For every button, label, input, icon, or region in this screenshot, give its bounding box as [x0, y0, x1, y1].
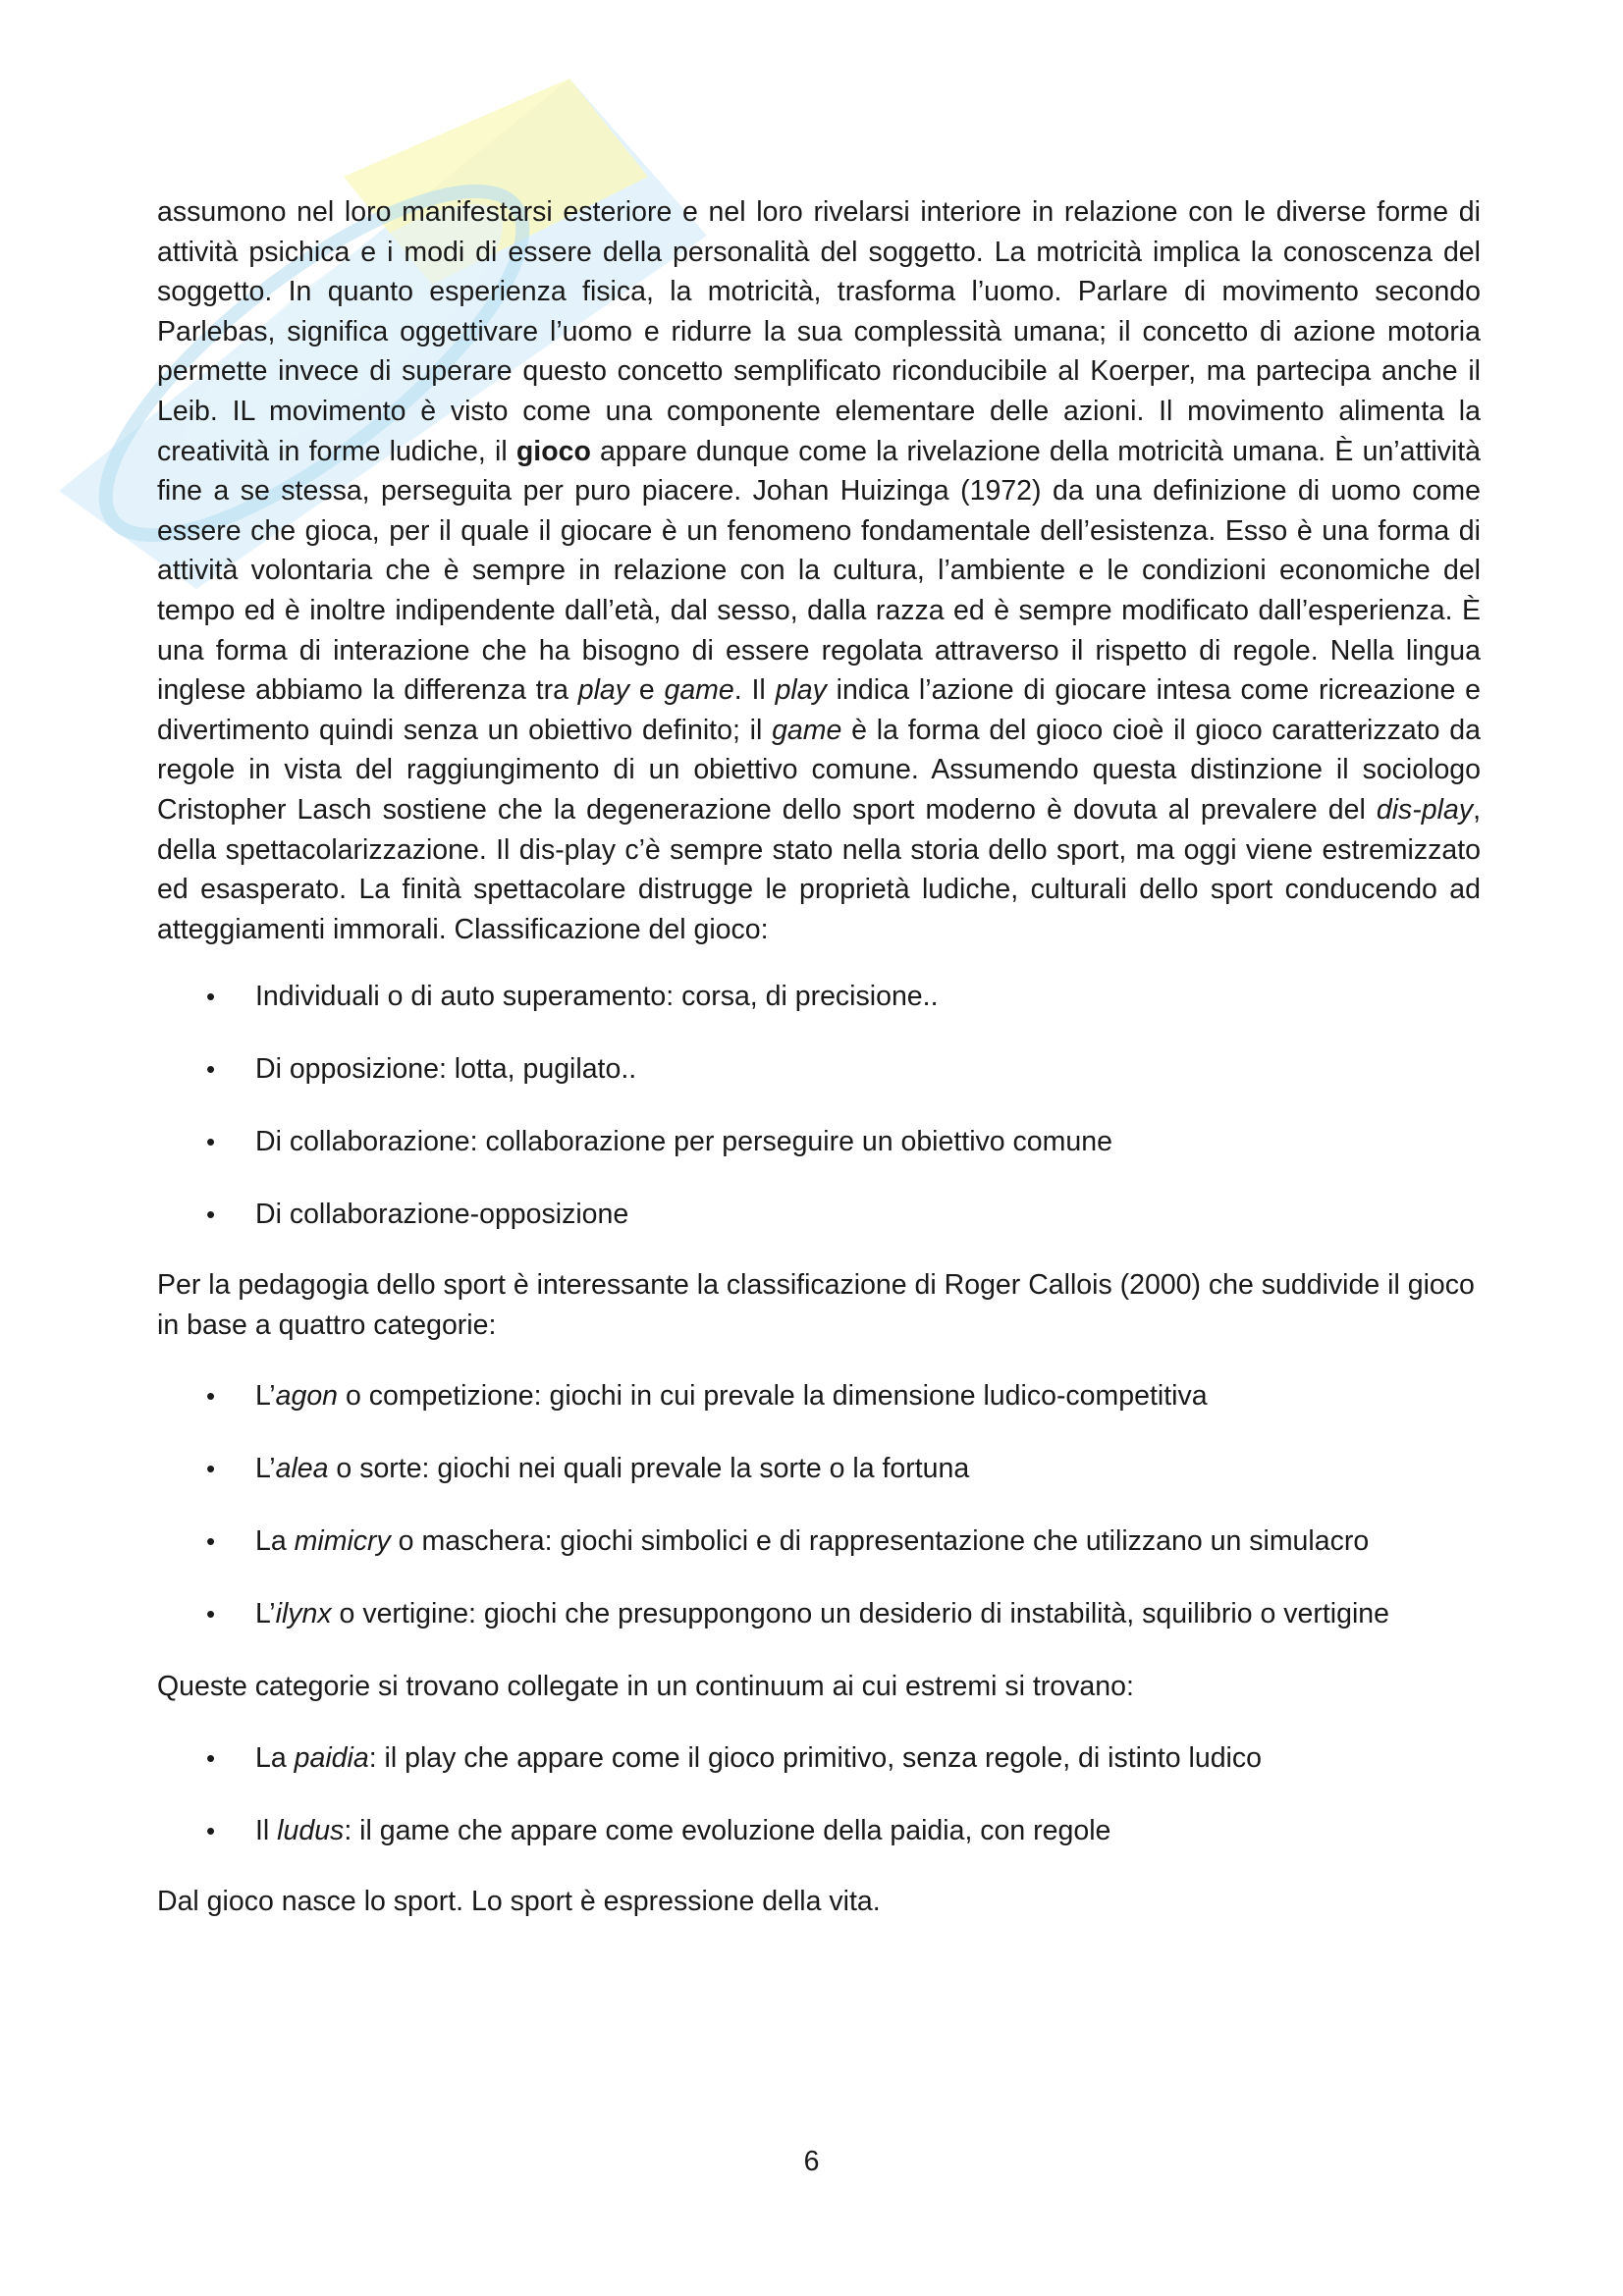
list-item: • Il ludus: il game che appare come evoluzione della paidia, con regole: [157, 1811, 1481, 1850]
continuum-list: [157, 1738, 1481, 1850]
main-paragraph: assumono nel loro manifestarsi esteriore e nel loro rivelarsi interiore in relazione con le diverse forme di attività psichica e i modi di essere della personalità del soggetto. La motricità implica la conoscenza del soggetto. In quanto esperienza fisica, la motricità, trasforma l’uomo. Parlare di movimento secondo Parlebas, significa oggettivare l’uomo e ridurre la sua complessità umana; il concetto di azione motoria permette invece di superare questo concetto semplificato riconducibile al Koerper, ma partecipa anche il Leib. IL movimento è visto come una componente elementare delle azioni. Il movimento alimenta la creatività in forme ludiche, il gioco appare dunque come la rivelazione della motricità umana. È un’attività fine a se stessa, perseguita per puro piacere. Johan Huizinga (1972) da una definizione di uomo come essere che gioca, per il quale il giocare è un fenomeno fondamentale dell’esistenza. Esso è una forma di attività volontaria che è sempre in relazione con la cultura, l’ambiente e le condizioni economiche del tempo ed è inoltre indipendente dall’età, dal sesso, dalla razza ed è sempre modificato dall’esperienza. È una forma di interazione che ha bisogno di essere regolata attraverso il rispetto di regole. Nella lingua inglese abbiamo la differenza tra play e game. Il play indica l’azione di giocare intesa come ricreazione e divertimento quindi senza un obiettivo definito; il game è la forma del gioco cioè il gioco caratterizzato da regole in vista del raggiungimento di un obiettivo comune. Assumendo questa distinzione il sociologo Cristopher Lasch sostiene che la degenerazione dello sport moderno è dovuta al prevalere del dis-play, della spettacolarizzazione. Il dis-play c’è sempre stato nella storia dello sport, ma oggi viene estremizzato ed esasperato. La finità spettacolare distrugge le proprietà ludiche, culturali dello sport conducendo ad atteggiamenti immorali. Classificazione del gioco:: [157, 196, 1482, 945]
bullet-icon: •: [206, 1200, 216, 1230]
bullet-icon: •: [206, 1599, 216, 1629]
list-item: • Di collaborazione-opposizione: [157, 1195, 1481, 1234]
bullet-icon: •: [206, 1816, 216, 1846]
list-item: • Di collaborazione: collaborazione per perseguire un obiettivo comune: [157, 1122, 1481, 1161]
callois-paragraph: Per la pedagogia dello sport è interessante la classificazione di Roger Callois (2000) che suddivide il gioco in base a quattro categorie:: [157, 1269, 1475, 1341]
continuum-paragraph: Queste categorie si trovano collegate in un continuum ai cui estremi si trovano:: [157, 1671, 1134, 1703]
list-item: • La paidia: il play che appare come il gioco primitivo, senza regole, di istinto ludico: [157, 1738, 1481, 1778]
list-item: • Di opposizione: lotta, pugilato..: [157, 1049, 1481, 1089]
page-number: 6: [803, 2146, 820, 2177]
bold-term-gioco: gioco: [515, 435, 591, 467]
bullet-icon: •: [206, 1127, 216, 1157]
list-item: • Individuali o di auto superamento: corsa, di precisione..: [157, 977, 1481, 1016]
bullet-icon: •: [206, 982, 216, 1012]
callois-categories-list: [157, 1376, 1481, 1633]
game-classification-list: [157, 977, 1481, 1234]
closing-paragraph: Dal gioco nasce lo sport. Lo sport è espressione della vita.: [157, 1886, 881, 1918]
bullet-icon: •: [206, 1054, 216, 1085]
list-item: • L’alea o sorte: giochi nei quali prevale la sorte o la fortuna: [157, 1449, 1481, 1488]
list-item: • L’ilynx o vertigine: giochi che presuppongono un desiderio di instabilità, squilibrio o vertigine: [157, 1594, 1481, 1633]
bullet-icon: •: [206, 1381, 216, 1412]
bullet-icon: •: [206, 1743, 216, 1774]
bullet-icon: •: [206, 1454, 216, 1484]
page-content: [157, 192, 1481, 1922]
list-item: • La mimicry o maschera: giochi simbolici e di rappresentazione che utilizzano un simulacro: [157, 1522, 1481, 1561]
bullet-icon: •: [206, 1526, 216, 1557]
list-item: • L’agon o competizione: giochi in cui prevale la dimensione ludico-competitiva: [157, 1376, 1481, 1415]
